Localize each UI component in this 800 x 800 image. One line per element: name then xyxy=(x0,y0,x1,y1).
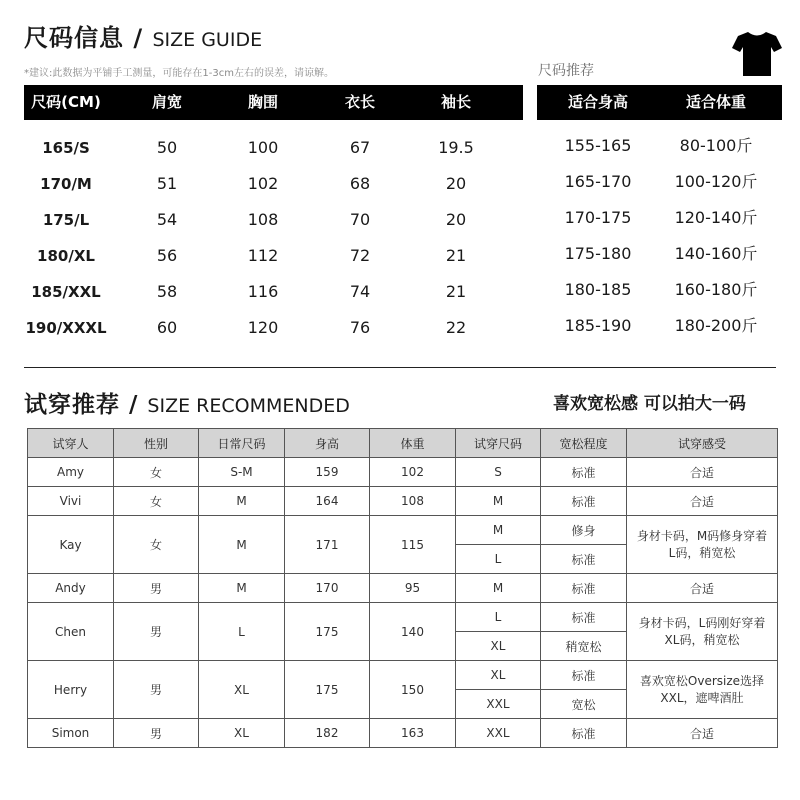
size-col-header: 尺码(CM) xyxy=(31,93,101,111)
size-label-cell: 185/XXL xyxy=(31,283,101,301)
gender-cell: 男 xyxy=(114,719,199,748)
looseness-cell: 标准 xyxy=(541,719,627,748)
gender-cell: 男 xyxy=(114,661,199,719)
looseness-cell: 稍宽松 xyxy=(541,632,627,661)
tester-name-cell: Amy xyxy=(28,458,114,487)
recommend-table-row xyxy=(0,308,800,344)
fit-feedback-cell: 合适 xyxy=(627,487,778,516)
trial-size-cell: XXL xyxy=(456,719,541,748)
gender-cell: 女 xyxy=(114,516,199,574)
trial-col-header: 身高 xyxy=(285,429,370,458)
weight-cell: 150 xyxy=(370,661,456,719)
size-value-cell: 76 xyxy=(349,318,371,337)
size-value-cell: 21 xyxy=(445,282,467,301)
tester-name-cell: Vivi xyxy=(28,487,114,516)
daily-size-cell: M xyxy=(199,487,285,516)
trial-table-row xyxy=(28,603,778,632)
fit-feedback-cell: 合适 xyxy=(627,574,778,603)
weight-range-cell: 80-100斤 xyxy=(679,136,753,155)
recommend-table-header xyxy=(537,85,782,120)
fit-feedback-cell: 合适 xyxy=(627,719,778,748)
height-range-cell: 170-175 xyxy=(564,208,632,227)
weight-range-cell: 120-140斤 xyxy=(674,208,758,227)
daily-size-cell: M xyxy=(199,574,285,603)
height-cell: 175 xyxy=(285,603,370,661)
height-cell: 175 xyxy=(285,661,370,719)
trial-size-cell: XXL xyxy=(456,690,541,719)
height-range-cell: 185-190 xyxy=(564,316,632,335)
looseness-cell: 标准 xyxy=(541,661,627,690)
size-label-cell: 165/S xyxy=(42,139,90,157)
size-recommended-title-sep: / xyxy=(120,392,148,418)
size-value-cell: 60 xyxy=(156,318,178,337)
weight-range-cell: 140-160斤 xyxy=(674,244,758,263)
weight-cell: 115 xyxy=(370,516,456,574)
loose-fit-slogan: 喜欢宽松感 可以拍大一码 xyxy=(553,394,746,414)
trial-size-cell: XL xyxy=(456,661,541,690)
trial-table-header-row xyxy=(28,429,778,458)
size-guide-title-sep: / xyxy=(124,24,153,52)
size-col-header: 袖长 xyxy=(440,93,471,111)
size-value-cell: 56 xyxy=(156,246,178,265)
size-value-cell: 19.5 xyxy=(438,138,474,157)
trial-table-row xyxy=(28,516,778,545)
size-value-cell: 102 xyxy=(247,174,279,193)
daily-size-cell: XL xyxy=(199,661,285,719)
gender-cell: 女 xyxy=(114,458,199,487)
tester-name-cell: Chen xyxy=(28,603,114,661)
size-value-cell: 51 xyxy=(156,174,178,193)
fit-feedback-cell: 合适 xyxy=(627,458,778,487)
weight-range-cell: 180-200斤 xyxy=(674,316,758,335)
size-col-header: 衣长 xyxy=(344,93,375,111)
looseness-cell: 标准 xyxy=(541,487,627,516)
daily-size-cell: XL xyxy=(199,719,285,748)
size-table-header xyxy=(24,85,523,120)
trial-table-row xyxy=(28,719,778,748)
size-label-cell: 190/XXXL xyxy=(25,319,107,337)
trial-size-cell: S xyxy=(456,458,541,487)
size-value-cell: 74 xyxy=(349,282,371,301)
weight-cell: 140 xyxy=(370,603,456,661)
height-range-cell: 165-170 xyxy=(564,172,632,191)
recommend-col-header: 适合身高 xyxy=(567,93,628,111)
recommend-table-row xyxy=(0,200,800,236)
daily-size-cell: M xyxy=(199,516,285,574)
size-guide-title xyxy=(24,18,262,53)
size-value-cell: 112 xyxy=(247,246,279,265)
gender-cell: 女 xyxy=(114,487,199,516)
trial-table-row xyxy=(28,574,778,603)
trial-col-header: 试穿尺码 xyxy=(456,429,541,458)
size-col-header: 胸围 xyxy=(247,93,278,111)
looseness-cell: 标准 xyxy=(541,545,627,574)
trial-table-row xyxy=(28,487,778,516)
size-value-cell: 68 xyxy=(349,174,371,193)
size-value-cell: 58 xyxy=(156,282,178,301)
trial-col-header: 体重 xyxy=(370,429,456,458)
recommend-table-row xyxy=(0,272,800,308)
weight-range-cell: 100-120斤 xyxy=(674,172,758,191)
tester-name-cell: Herry xyxy=(28,661,114,719)
recommend-table-row xyxy=(0,236,800,272)
size-label-cell: 180/XL xyxy=(37,247,95,265)
trial-col-header: 日常尺码 xyxy=(199,429,285,458)
weight-range-cell: 160-180斤 xyxy=(674,280,758,299)
height-cell: 164 xyxy=(285,487,370,516)
size-value-cell: 108 xyxy=(247,210,279,229)
size-value-cell: 20 xyxy=(445,210,467,229)
size-guide-title-cn: 尺码信息 xyxy=(24,24,124,52)
height-range-cell: 155-165 xyxy=(564,136,632,155)
trial-size-cell: M xyxy=(456,574,541,603)
size-value-cell: 120 xyxy=(247,318,279,337)
recommend-table-row xyxy=(0,128,800,164)
looseness-cell: 标准 xyxy=(541,574,627,603)
fit-feedback-cell: 身材卡码，L码刚好穿着XL码，稍宽松 xyxy=(627,603,778,661)
size-recommended-title-en: SIZE RECOMMENDED xyxy=(147,395,350,417)
recommend-col-header: 适合体重 xyxy=(685,93,746,111)
trial-size-cell: M xyxy=(456,487,541,516)
section-divider xyxy=(24,367,776,368)
tester-name-cell: Simon xyxy=(28,719,114,748)
size-label-cell: 175/L xyxy=(42,211,90,229)
size-recommended-title-cn: 试穿推荐 xyxy=(24,392,120,418)
height-cell: 171 xyxy=(285,516,370,574)
weight-cell: 102 xyxy=(370,458,456,487)
height-cell: 159 xyxy=(285,458,370,487)
trial-col-header: 性别 xyxy=(114,429,199,458)
size-value-cell: 20 xyxy=(445,174,467,193)
recommend-label: 尺码推荐 xyxy=(538,63,594,79)
height-range-cell: 180-185 xyxy=(564,280,632,299)
tshirt-icon xyxy=(732,30,782,78)
size-value-cell: 70 xyxy=(349,210,371,229)
size-value-cell: 22 xyxy=(445,318,467,337)
size-label-cell: 170/M xyxy=(40,175,92,193)
height-range-cell: 175-180 xyxy=(564,244,632,263)
size-value-cell: 67 xyxy=(349,138,371,157)
size-value-cell: 72 xyxy=(349,246,371,265)
tester-name-cell: Kay xyxy=(28,516,114,574)
trial-size-cell: L xyxy=(456,545,541,574)
measurement-note: *建议:此数据为平铺手工测量，可能存在1-3cm左右的误差，请谅解。 xyxy=(24,68,334,79)
height-cell: 182 xyxy=(285,719,370,748)
size-value-cell: 116 xyxy=(247,282,279,301)
recommend-table-row xyxy=(0,164,800,200)
looseness-cell: 修身 xyxy=(541,516,627,545)
daily-size-cell: S-M xyxy=(199,458,285,487)
trial-col-header: 试穿人 xyxy=(28,429,114,458)
size-value-cell: 21 xyxy=(445,246,467,265)
trial-table xyxy=(27,428,778,748)
weight-cell: 95 xyxy=(370,574,456,603)
size-guide-title-en: SIZE GUIDE xyxy=(152,29,263,51)
looseness-cell: 宽松 xyxy=(541,690,627,719)
weight-cell: 108 xyxy=(370,487,456,516)
size-col-header: 肩宽 xyxy=(151,93,182,111)
fit-feedback-cell: 身材卡码，M码修身穿着L码，稍宽松 xyxy=(627,516,778,574)
size-recommended-title xyxy=(24,386,350,419)
size-value-cell: 50 xyxy=(156,138,178,157)
trial-size-cell: XL xyxy=(456,632,541,661)
trial-table-body xyxy=(28,458,778,748)
looseness-cell: 标准 xyxy=(541,603,627,632)
fit-feedback-cell: 喜欢宽松Oversize选择XXL，遮啤酒肚 xyxy=(627,661,778,719)
trial-size-cell: L xyxy=(456,603,541,632)
trial-table-row xyxy=(28,458,778,487)
tester-name-cell: Andy xyxy=(28,574,114,603)
size-value-cell: 100 xyxy=(247,138,279,157)
trial-size-cell: M xyxy=(456,516,541,545)
height-cell: 170 xyxy=(285,574,370,603)
size-value-cell: 54 xyxy=(156,210,178,229)
trial-col-header: 宽松程度 xyxy=(541,429,627,458)
weight-cell: 163 xyxy=(370,719,456,748)
looseness-cell: 标准 xyxy=(541,458,627,487)
gender-cell: 男 xyxy=(114,603,199,661)
trial-col-header: 试穿感受 xyxy=(627,429,778,458)
daily-size-cell: L xyxy=(199,603,285,661)
gender-cell: 男 xyxy=(114,574,199,603)
trial-table-row xyxy=(28,661,778,690)
